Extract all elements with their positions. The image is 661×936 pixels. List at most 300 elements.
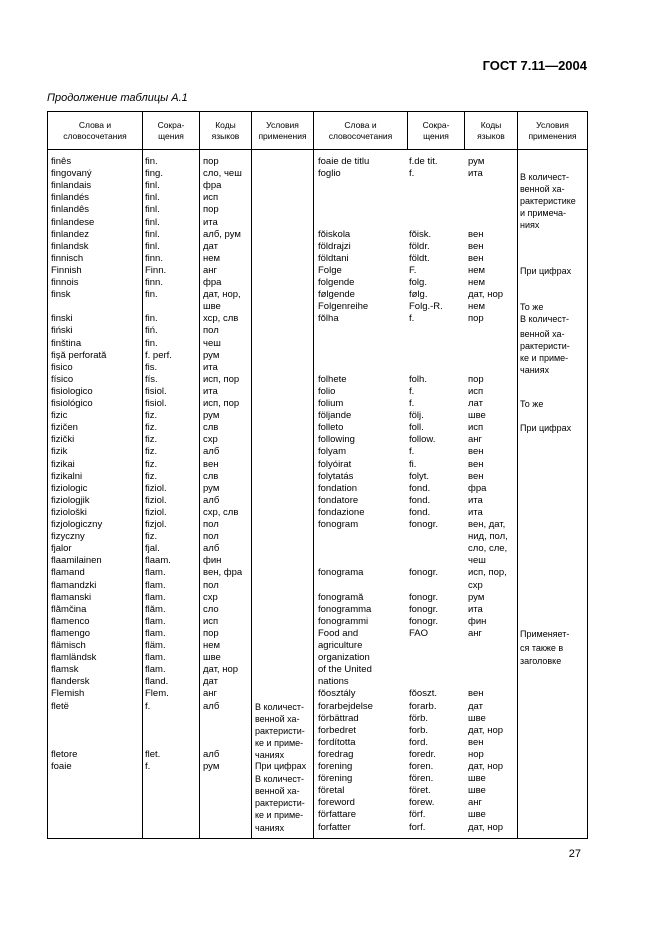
language-code-cell: ита (203, 216, 218, 228)
language-code-cell: слв (203, 422, 219, 434)
language-code-cell: фра (203, 180, 222, 192)
column-divider (142, 112, 143, 838)
abbreviation-cell: finn. (145, 252, 163, 264)
condition-note: При цифрах (255, 760, 307, 771)
language-code-cell: схр (203, 434, 218, 446)
word-cell: folytatás (318, 470, 354, 482)
word-cell: förbättrad (318, 712, 359, 724)
word-cell: fizički (51, 434, 75, 446)
abbreviation-cell: fonogr. (409, 615, 439, 627)
language-code-cell: алб (203, 494, 220, 506)
abbreviation-cell: folh. (409, 373, 427, 385)
word-cell: fizičen (51, 422, 78, 434)
language-code-cell: вен, фра (203, 567, 243, 579)
language-code-cell: вен (468, 458, 484, 470)
word-cell: fŏosztály (318, 688, 356, 700)
word-cell: organization (318, 652, 370, 664)
column-divider (517, 112, 518, 838)
language-code-cell: шве (468, 773, 486, 785)
word-cell: foaie de titlu (318, 156, 370, 167)
word-cell: físico (51, 373, 74, 385)
condition-note: ке и приме- (255, 810, 304, 821)
word-cell: of the United (318, 664, 372, 676)
abbreviation-cell: f. (409, 168, 415, 180)
abbreviation-cell: fiz. (145, 446, 158, 458)
language-code-cell: анг (468, 627, 482, 639)
language-code-cell: анг (203, 264, 217, 276)
condition-note: То же (520, 399, 544, 409)
language-code-cell: нор (468, 748, 484, 760)
abbreviation-cell: f. (409, 313, 415, 325)
abbreviation-cell: förf. (409, 809, 426, 821)
header-divider (48, 149, 587, 150)
word-cell: flaamilainen (51, 555, 102, 567)
language-code-cell: шве (468, 809, 486, 821)
abbreviation-cell: finn. (145, 277, 163, 288)
column-divider (199, 112, 200, 838)
header-conditions: Условия применения (258, 120, 307, 141)
word-cell: fiziologic (51, 482, 88, 494)
condition-note: заголовке (520, 655, 562, 666)
word-cell: foreword (318, 797, 355, 809)
abbreviation-cell: fiz. (145, 422, 158, 434)
page-number: 27 (568, 848, 581, 860)
word-cell: finlandese (51, 216, 95, 228)
condition-note: венной ха- (520, 183, 565, 194)
word-cell: finlandsk (51, 240, 89, 252)
abbreviation-cell: fizjol. (145, 519, 167, 530)
language-code-cell: шве (468, 712, 486, 724)
abbreviation-cell: fing. (145, 168, 163, 180)
language-code-cell: вен (468, 688, 484, 700)
abbreviation-cell: fisiol. (145, 385, 167, 397)
language-code-cell: пор (203, 156, 219, 167)
condition-note: Применяет- (520, 628, 570, 639)
word-cell: forfatter (318, 821, 351, 833)
word-cell: flamenco (51, 615, 90, 627)
abbreviation-cell: fiz. (145, 531, 158, 543)
word-cell: flämisch (51, 640, 86, 651)
word-cell: flămčina (51, 603, 87, 615)
language-code-cell: алб, рум (203, 228, 241, 240)
language-code-cell: рум (203, 482, 220, 494)
word-cell: folium (318, 398, 344, 409)
language-code-cell: нем (468, 301, 486, 313)
abbreviation-cell: fisiol. (145, 398, 167, 409)
language-code-cell: пор (203, 627, 219, 639)
abbreviation-cell: forf. (409, 821, 426, 833)
language-code-cell: рум (468, 591, 485, 603)
abbreviation-cell: finl. (145, 240, 160, 252)
language-code-cell: нид, пол, (468, 531, 508, 543)
word-cell: fŏiskola (318, 228, 351, 240)
abbreviation-cell: fonogr. (409, 603, 439, 615)
language-code-cell: фин (203, 555, 222, 567)
condition-note: рактеристи- (520, 340, 570, 351)
language-code-cell: шве (468, 785, 486, 797)
language-code-cell: ита (468, 168, 483, 180)
condition-note: венной ха- (520, 328, 565, 339)
abbreviation-cell: fin. (145, 289, 158, 301)
language-code-cell: схр (203, 591, 218, 603)
word-cell: fisiologico (51, 385, 93, 397)
word-cell: földrajzi (318, 240, 351, 252)
abbreviation-cell: flam. (145, 627, 166, 639)
header-words: Слова и словосочетания (63, 120, 127, 141)
word-cell: nations (318, 676, 349, 688)
language-code-cell: слв (203, 470, 219, 482)
condition-note: В количест- (520, 171, 569, 182)
abbreviation-cell: fiziol. (145, 494, 167, 506)
word-cell: fŏlha (318, 313, 339, 325)
abbreviation-cell: f. (409, 385, 415, 397)
abbreviation-cell: f. (409, 398, 415, 409)
word-cell: fiziološki (51, 506, 87, 518)
language-code-cell: дат, нор, (203, 289, 241, 301)
word-cell: Folge (318, 264, 342, 276)
word-cell: flandersk (51, 676, 90, 688)
word-cell: foglio (318, 168, 341, 180)
word-cell: fişă perforată (51, 349, 107, 361)
header-abbreviations: Сокра- щения (157, 120, 185, 141)
condition-note: ся также в (520, 643, 564, 654)
abbreviation-cell: flam. (145, 567, 166, 579)
language-code-cell: вен (468, 252, 484, 264)
word-cell: fonogrammi (318, 615, 369, 627)
abbreviation-cell: flam. (145, 652, 166, 664)
language-code-cell: дат, нор (468, 761, 504, 772)
abbreviation-cell: fören. (409, 773, 434, 785)
abbreviation-cell: följ. (409, 410, 424, 422)
language-code-cell: алб (203, 748, 220, 760)
word-cell: finski (51, 313, 73, 325)
word-cell: fiński (51, 325, 73, 337)
language-code-cell: дат (468, 700, 483, 712)
abbreviation-cell: fonogr. (409, 567, 439, 579)
language-code-cell: анг (203, 688, 217, 700)
abbreviation-cell: fin. (145, 337, 158, 349)
abbreviation-cell: folyt. (409, 470, 430, 482)
word-cell: forbedret (318, 724, 357, 736)
language-code-cell: пор (468, 373, 484, 385)
language-code-cell: сло, сле, (468, 543, 508, 555)
abbreviation-cell: fiziol. (145, 482, 167, 494)
word-cell: flamengo (51, 627, 91, 639)
word-cell: fizikai (51, 458, 75, 470)
word-cell: finnisch (51, 252, 84, 264)
condition-note: То же (520, 302, 544, 313)
word-cell: författare (318, 809, 357, 821)
abbreviation-cell: fläm. (145, 640, 166, 651)
language-code-cell: исп, пор, (468, 567, 507, 579)
language-code-cell: чеш (203, 337, 221, 349)
language-code-cell: ита (203, 361, 218, 373)
language-code-cell: вен (468, 228, 484, 240)
abbreviation-cell: follow. (409, 434, 436, 446)
word-cell: finlandez (51, 228, 90, 240)
word-cell: flamand (51, 567, 85, 579)
word-cell: fizyczny (51, 531, 85, 543)
language-code-cell: рум (203, 761, 220, 772)
word-cell: Folgenreihe (318, 301, 369, 313)
word-cell: foredrag (318, 748, 354, 760)
language-code-cell: исп (468, 385, 484, 397)
abbreviation-cell: fland. (145, 676, 169, 688)
language-code-cell: дат, нор (468, 724, 504, 736)
word-cell: finlandés (51, 192, 90, 204)
header-language-codes: Коды языков (211, 120, 240, 141)
word-cell: agriculture (318, 640, 363, 651)
language-code-cell: исп (203, 192, 219, 204)
document-code: ГОСТ 7.11—2004 (482, 58, 587, 73)
abbreviation-cell: finl. (145, 228, 160, 240)
abbreviation-cell: fiz. (145, 470, 158, 482)
language-code-cell: фра (468, 482, 487, 494)
language-code-cell: рум (203, 349, 220, 361)
language-code-cell: схр (468, 579, 483, 591)
language-code-cell: анг (468, 434, 482, 446)
word-cell: Flemish (51, 688, 85, 700)
language-code-cell: вен (203, 458, 219, 470)
abbreviation-cell: flaam. (145, 555, 171, 567)
abbreviation-cell: finl. (145, 180, 160, 192)
word-cell: folgende (318, 277, 355, 288)
header-language-codes: Коды языков (477, 120, 505, 141)
condition-note: При цифрах (520, 423, 572, 434)
abbreviation-cell: forarb. (409, 700, 437, 712)
condition-note: рактеристи- (255, 798, 305, 809)
condition-note: В количест- (255, 701, 304, 712)
abbreviation-cell: forew. (409, 797, 435, 809)
abbreviation-cell: foredr. (409, 748, 436, 760)
abbreviation-cell: følg. (409, 289, 428, 301)
language-code-cell: нем (468, 277, 486, 288)
word-cell: fizic (51, 410, 68, 422)
abbreviation-cell: forb. (409, 724, 429, 736)
language-code-cell: исп, пор (203, 373, 240, 385)
word-cell: folhete (318, 373, 347, 385)
abbreviation-cell: flam. (145, 591, 166, 603)
language-code-cell: вен (468, 736, 484, 748)
language-code-cell: дат, нор (203, 664, 239, 676)
word-cell: fonogramma (318, 603, 372, 615)
word-cell: finština (51, 337, 82, 349)
abbreviation-cell: földt. (409, 252, 430, 264)
word-cell: følgende (318, 289, 355, 301)
word-cell: fonogramă (318, 591, 364, 603)
condition-note: ке и приме- (520, 353, 569, 363)
language-code-cell: ита (468, 603, 483, 615)
abbreviation-cell: fiz. (145, 458, 158, 470)
word-cell: förening (318, 773, 353, 785)
abbreviation-cell: f. perf. (145, 349, 172, 361)
header-words: Слова и словосочетания (328, 120, 393, 141)
word-cell: finnois (51, 277, 79, 288)
language-code-cell: нем (203, 252, 221, 264)
abbreviation-cell: folg. (409, 277, 427, 288)
condition-note: венной ха- (255, 713, 300, 724)
language-code-cell: исп (468, 422, 484, 434)
language-code-cell: дат, нор (468, 289, 504, 301)
abbreviation-cell: fin. (145, 156, 158, 167)
language-code-cell: фин (468, 615, 487, 627)
header-conditions: Условия применения (528, 120, 577, 141)
abbreviation-cell: fís. (145, 373, 158, 385)
language-code-cell: шве (468, 410, 486, 422)
language-code-cell: хср, слв (203, 313, 239, 325)
condition-note: ниях (520, 219, 540, 230)
abbreviation-cell: föret. (409, 785, 431, 797)
word-cell: fiziologjik (51, 494, 90, 506)
word-cell: fondation (318, 482, 358, 494)
abbreviation-cell: flăm. (145, 603, 166, 615)
condition-note: венной ха- (255, 786, 300, 797)
abbreviation-cell: flet. (145, 748, 161, 760)
abbreviation-cell: fonogr. (409, 591, 439, 603)
condition-note: В количест- (520, 314, 569, 325)
abbreviation-cell: f.de tit. (409, 156, 438, 167)
language-code-cell: ита (468, 506, 483, 518)
word-cell: forening (318, 761, 353, 772)
word-cell: forarbejdelse (318, 700, 373, 712)
abbreviation-cell: fŏoszt. (409, 688, 437, 700)
word-cell: företal (318, 785, 345, 797)
language-code-cell: алб (203, 543, 220, 555)
language-code-cell: пор (468, 313, 484, 325)
abbreviation-cell: Finn. (145, 264, 167, 276)
word-cell: fletë (51, 700, 69, 712)
abbreviation-cell: finl. (145, 192, 160, 204)
condition-note: ке и приме- (255, 737, 304, 748)
abbreviation-cell: förb. (409, 712, 429, 724)
abbreviation-cell: Folg.-R. (409, 301, 443, 313)
condition-note: и примеча- (520, 207, 567, 218)
condition-note: рактеристике (520, 195, 576, 206)
language-code-cell: пор (203, 204, 219, 216)
abbreviation-cell: fiz. (145, 410, 158, 422)
word-cell: fingovaný (51, 168, 92, 180)
language-code-cell: исп, пор (203, 398, 240, 409)
abbreviation-cell: f. (409, 446, 415, 458)
abbreviation-cell: fiz. (145, 434, 158, 446)
language-code-cell: сло (203, 603, 219, 615)
word-cell: fisico (51, 361, 73, 373)
word-cell: finlandais (51, 180, 92, 192)
word-cell: foaie (51, 761, 72, 772)
word-cell: fizjologiczny (51, 519, 103, 530)
language-code-cell: вен (468, 240, 484, 252)
abbreviation-cell: flam. (145, 579, 166, 591)
word-cell: fjalor (51, 543, 72, 555)
condition-note: В количест- (255, 774, 304, 785)
abbreviation-cell: fi. (409, 458, 417, 470)
word-cell: folio (318, 385, 336, 397)
condition-note: При цифрах (520, 265, 572, 276)
language-code-cell: вен (468, 470, 484, 482)
abbreviation-cell: fond. (409, 482, 431, 494)
word-cell: folyam (318, 446, 346, 458)
language-code-cell: шве (203, 301, 221, 313)
word-cell: finês (51, 156, 72, 167)
language-code-cell: алб (203, 700, 220, 712)
word-cell: flamsk (51, 664, 79, 676)
abbreviation-cell: fond. (409, 494, 431, 506)
word-cell: fonogram (318, 519, 359, 530)
language-code-cell: рум (203, 410, 220, 422)
table-caption: Продолжение таблицы А.1 (47, 92, 188, 104)
abbreviation-cell: fjal. (145, 543, 160, 555)
word-cell: fisiológico (51, 398, 93, 409)
abbreviation-cell: fiziol. (145, 506, 167, 518)
language-code-cell: фра (203, 277, 222, 288)
word-cell: Finnish (51, 264, 82, 276)
word-cell: flamländsk (51, 652, 97, 664)
abbreviation-cell: flam. (145, 664, 166, 676)
language-code-cell: сло, чеш (203, 168, 242, 180)
abbreviation-cell: fiń. (145, 325, 158, 337)
word-cell: földtani (318, 252, 349, 264)
language-code-cell: дат (203, 240, 218, 252)
abbreviation-cell: finl. (145, 204, 160, 216)
abbreviation-cell: fond. (409, 506, 431, 518)
column-divider-center (313, 112, 314, 838)
condition-note: чаниях (255, 749, 285, 760)
language-code-cell: пол (203, 519, 219, 530)
word-cell: finlandês (51, 204, 90, 216)
word-cell: fonograma (318, 567, 364, 579)
language-code-cell: пол (203, 325, 219, 337)
word-cell: fizikalni (51, 470, 83, 482)
abbreviation-cell: Flem. (145, 688, 169, 700)
condition-note: рактеристи- (255, 725, 305, 736)
word-cell: flamanski (51, 591, 92, 603)
word-cell: fletore (51, 748, 78, 760)
language-code-cell: пол (203, 531, 219, 543)
language-code-cell: пол (203, 579, 219, 591)
language-code-cell: вен (468, 446, 484, 458)
abbreviation-cell: fis. (145, 361, 158, 373)
abbreviation-cell: foren. (409, 761, 434, 772)
word-cell: fordította (318, 736, 356, 748)
language-code-cell: алб (203, 446, 220, 458)
word-cell: fondatore (318, 494, 359, 506)
abbreviation-cell: f. (145, 700, 151, 712)
abbreviation-cell: fŏisk. (409, 228, 432, 240)
word-cell: följande (318, 410, 352, 422)
header-abbreviations: Сокра- щения (422, 120, 450, 141)
language-code-cell: нем (468, 264, 486, 276)
language-code-cell: схр, слв (203, 506, 239, 518)
abbreviation-cell: FAO (409, 627, 429, 639)
language-code-cell: ита (468, 494, 483, 506)
language-code-cell: шве (203, 652, 221, 664)
language-code-cell: исп (203, 615, 219, 627)
language-code-cell: анг (468, 797, 482, 809)
language-code-cell: дат, нор (468, 821, 504, 833)
language-code-cell: нем (203, 640, 221, 651)
abbreviation-cell: fonogr. (409, 519, 439, 530)
abbreviations-table (47, 111, 588, 839)
word-cell: Food and (318, 627, 359, 639)
language-code-cell: ита (203, 385, 218, 397)
abbreviation-cell: földr. (409, 240, 430, 252)
language-code-cell: рум (468, 156, 485, 167)
column-divider (251, 112, 252, 838)
word-cell: folleto (318, 422, 344, 434)
word-cell: following (318, 434, 355, 446)
abbreviation-cell: f. (145, 761, 151, 772)
language-code-cell: дат (203, 676, 218, 688)
